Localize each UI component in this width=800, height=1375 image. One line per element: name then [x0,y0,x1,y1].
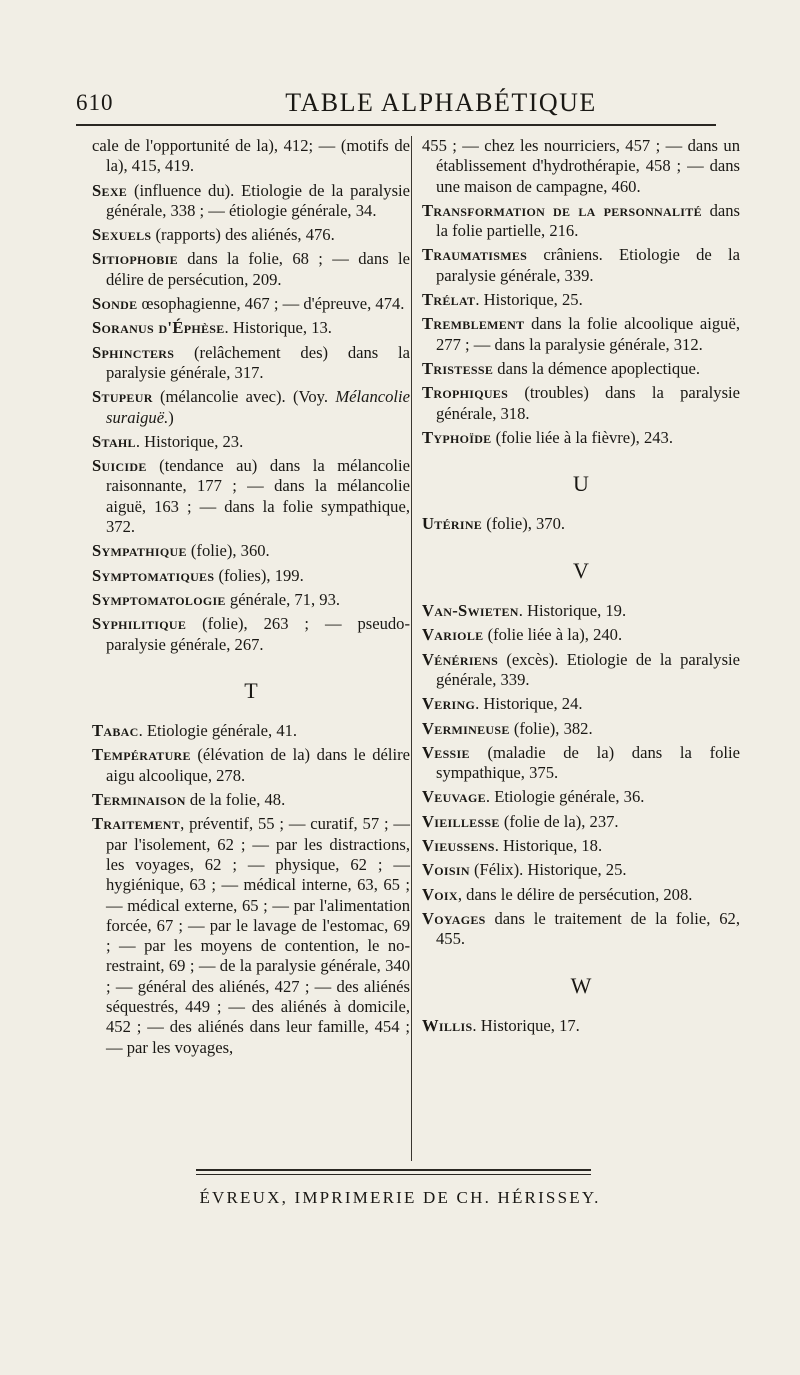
index-entry [422,885,740,905]
entry-text: (folie), 370. [482,514,566,534]
index-entry [422,625,740,645]
entry-text: dans la démence apoplectique. [493,358,701,378]
entry-headword: Syphilitique [92,614,187,634]
entry-text: dans la folie, 68 ; — dans le délire de persécution, 209. [106,249,410,289]
section-letter: V [573,557,589,583]
header-rule [76,124,716,126]
entry-text: . Historique, 23. [135,431,244,451]
index-entry [422,514,740,534]
entry-headword: Suicide [92,456,147,476]
entry-headword: Vénériens [422,649,499,669]
index-entry [422,860,740,880]
index-entry [422,245,740,286]
page-number: 610 [76,90,114,115]
entry-reference: Mélancolie suraiguë. [106,387,410,427]
index-entry [92,181,410,222]
entry-headword: Vieussens [422,836,495,856]
page-header [76,84,716,124]
entry-headword: Trélat [422,290,476,310]
entry-text: (excès). Etiologie de la paralysie générale, 339. [436,649,740,689]
index-entry [92,343,410,384]
entry-text: dans la folie alcoolique aiguë, 277 ; — dans la paralysie générale, 312. [436,314,740,354]
entry-headword: Voix [422,884,458,904]
index-entry [422,314,740,355]
entry-headword: Traitement [92,814,181,834]
entry-text: 455 ; — chez les nourriciers, 457 ; — dans un établissement d'hydrothérapie, 458 ; — dans une maison de campagne, 460. [422,136,740,196]
entry-text: . Historique, 24. [475,694,583,714]
entry-text: . Historique, 19. [518,601,627,621]
index-entry [92,456,410,537]
index-entry [422,787,740,807]
entry-text: . Historique, 13. [224,318,332,338]
entry-text: (maladie de la) dans la folie sympathique, 375. [436,742,740,783]
entry-headword: Symptomatologie [92,589,226,609]
entry-text: œsophagienne, 467 ; — d'épreuve, 474. [137,294,405,314]
entry-headword: Stupeur [92,387,153,407]
index-entry [422,836,740,856]
index-entry [422,359,740,379]
index-entry [92,294,410,314]
entry-headword: Utérine [422,514,483,534]
index-entry [422,743,740,784]
entry-text: (folie), 360. [186,541,270,561]
entry-text: (folie de la), 237. [499,811,619,831]
index-entry [92,614,410,655]
entry-headword: Trophiques [422,383,509,403]
index-entry [422,201,740,242]
entry-text: , préventif, 55 ; — curatif, 57 ; — par l'isolement, 62 ; — par les distractions, les voyages, 62 ; — physique, 62 ; — hygiénique, 63 ; — médical interne, 63, 65 ; — médical externe, 65 ; — par l'alimentation forcée, 67 ; — par le lavage de l'estomac, 69 ; — par les moyens de contention, le no-restraint, 69 ; — de la paralysie générale, 340 ; — général des aliénés, 427 ; — des aliénés séquestrés, 449 ; — des aliénés à domicile, 452 ; — des aliénés dans leur famille, 454 ; — par les voyages, [106,814,410,1057]
index-entry [92,566,410,586]
index-entry [92,814,410,1058]
entry-text: (folie liée à la fièvre), 243. [491,427,674,447]
index-entry [92,721,410,741]
entry-headword: Traumatismes [422,245,528,265]
section-letter: U [573,471,589,497]
index-entry [422,290,740,310]
index-entry [422,812,740,832]
entry-text-end: ) [168,407,174,427]
left-column [92,136,410,1062]
index-entry [422,428,740,448]
entry-text: (folie), 382. [509,718,593,738]
entry-headword: Tristesse [422,358,494,378]
entry-headword: Sympathique [92,541,187,561]
entry-headword: Vieillesse [422,811,500,831]
entry-headword: Stahl [92,431,136,451]
index-entry [422,909,740,950]
right-column [422,136,740,1040]
entry-text: (relâchement des) dans la paralysie générale, 317. [106,342,410,382]
entry-text: (mélancolie avec). (Voy. [152,387,336,407]
entry-headword: Sexuels [92,225,152,245]
entry-text: cale de l'opportunité de la), 412; — (motifs de la), 415, 419. [92,136,410,176]
entry-headword: Température [92,745,191,765]
index-entry [92,318,410,338]
entry-headword: Willis [422,1015,473,1035]
index-entry [422,650,740,691]
index-entry [422,694,740,714]
index-entry [92,590,410,610]
index-entry [422,601,740,621]
index-entry [422,383,740,424]
column-divider [411,136,412,1161]
entry-headword: Sphincters [92,342,175,362]
index-entry [92,790,410,810]
running-title: TABLE ALPHABÉTIQUE [285,88,597,117]
entry-headword: Symptomatiques [92,565,215,585]
entry-text: dans le traitement de la folie, 62, 455. [436,908,740,949]
entry-text: de la folie, 48. [185,790,286,810]
entry-headword: Vering [422,694,476,714]
entry-text: (troubles) dans la paralysie générale, 318. [436,383,740,423]
section-letter: T [244,677,258,703]
entry-text: . Etiologie générale, 41. [138,721,298,741]
index-entry [422,1016,740,1036]
entry-headword: Sonde [92,294,138,314]
entry-headword: Soranus d'Éphèse [92,318,225,338]
index-entry [92,249,410,290]
entry-text: (tendance au) dans la mélancolie raisonnante, 177 ; — dans la mélancolie aiguë, 163 ; — dans la folie sympathique, 372. [106,456,410,537]
index-entry [92,136,410,177]
index-entry [92,541,410,561]
entry-text: (rapports) des aliénés, 476. [151,225,335,245]
entry-text: (élévation de la) dans le délire aigu alcoolique, 278. [106,745,410,785]
index-entry [92,745,410,786]
entry-headword: Vessie [422,742,470,762]
entry-text: dans la folie partielle, 216. [436,200,740,241]
index-entry [92,387,410,428]
entry-headword: Van-Swieten [422,601,519,621]
entry-headword: Veuvage [422,787,486,807]
entry-text: (influence du). Etiologie de la paralysie générale, 338 ; — étiologie générale, 34. [106,180,410,220]
entry-text: (Félix). Historique, 25. [469,860,627,880]
entry-text: . Historique, 25. [475,290,583,310]
entry-text: . Etiologie générale, 36. [485,787,645,807]
entry-text: (folies), 199. [214,565,304,585]
entry-text: crâniens. Etiologie de la paralysie générale, 339. [436,245,740,285]
index-entry [422,719,740,739]
entry-headword: Vermineuse [422,718,510,738]
index-entry [92,432,410,452]
printer-imprint: ÉVREUX, IMPRIMERIE DE CH. HÉRISSEY. [199,1188,601,1207]
entry-text: (folie liée à la), 240. [483,625,623,645]
entry-text: . Historique, 17. [472,1015,580,1035]
footer-rule-thick [196,1169,591,1171]
index-entry [422,136,740,197]
entry-headword: Sexe [92,180,128,200]
index-entry [92,225,410,245]
entry-headword: Typhoïde [422,427,492,447]
entry-headword: Voyages [422,908,486,928]
entry-headword: Tremblement [422,314,525,334]
entry-headword: Transformation de la personnalité [422,200,702,220]
entry-text: , dans le délire de persécution, 208. [457,884,693,904]
entry-text: . Historique, 18. [494,836,603,856]
entry-headword: Variole [422,625,484,645]
entry-text: générale, 71, 93. [225,589,341,609]
entry-headword: Terminaison [92,790,186,810]
entry-headword: Sitiophobie [92,249,178,269]
entry-headword: Voisin [422,860,470,880]
entry-text: (folie), 263 ; — pseudo-paralysie générale, 267. [106,614,410,654]
section-letter: W [570,972,592,998]
entry-headword: Tabac [92,721,139,741]
footer-rule-thin [196,1174,591,1175]
